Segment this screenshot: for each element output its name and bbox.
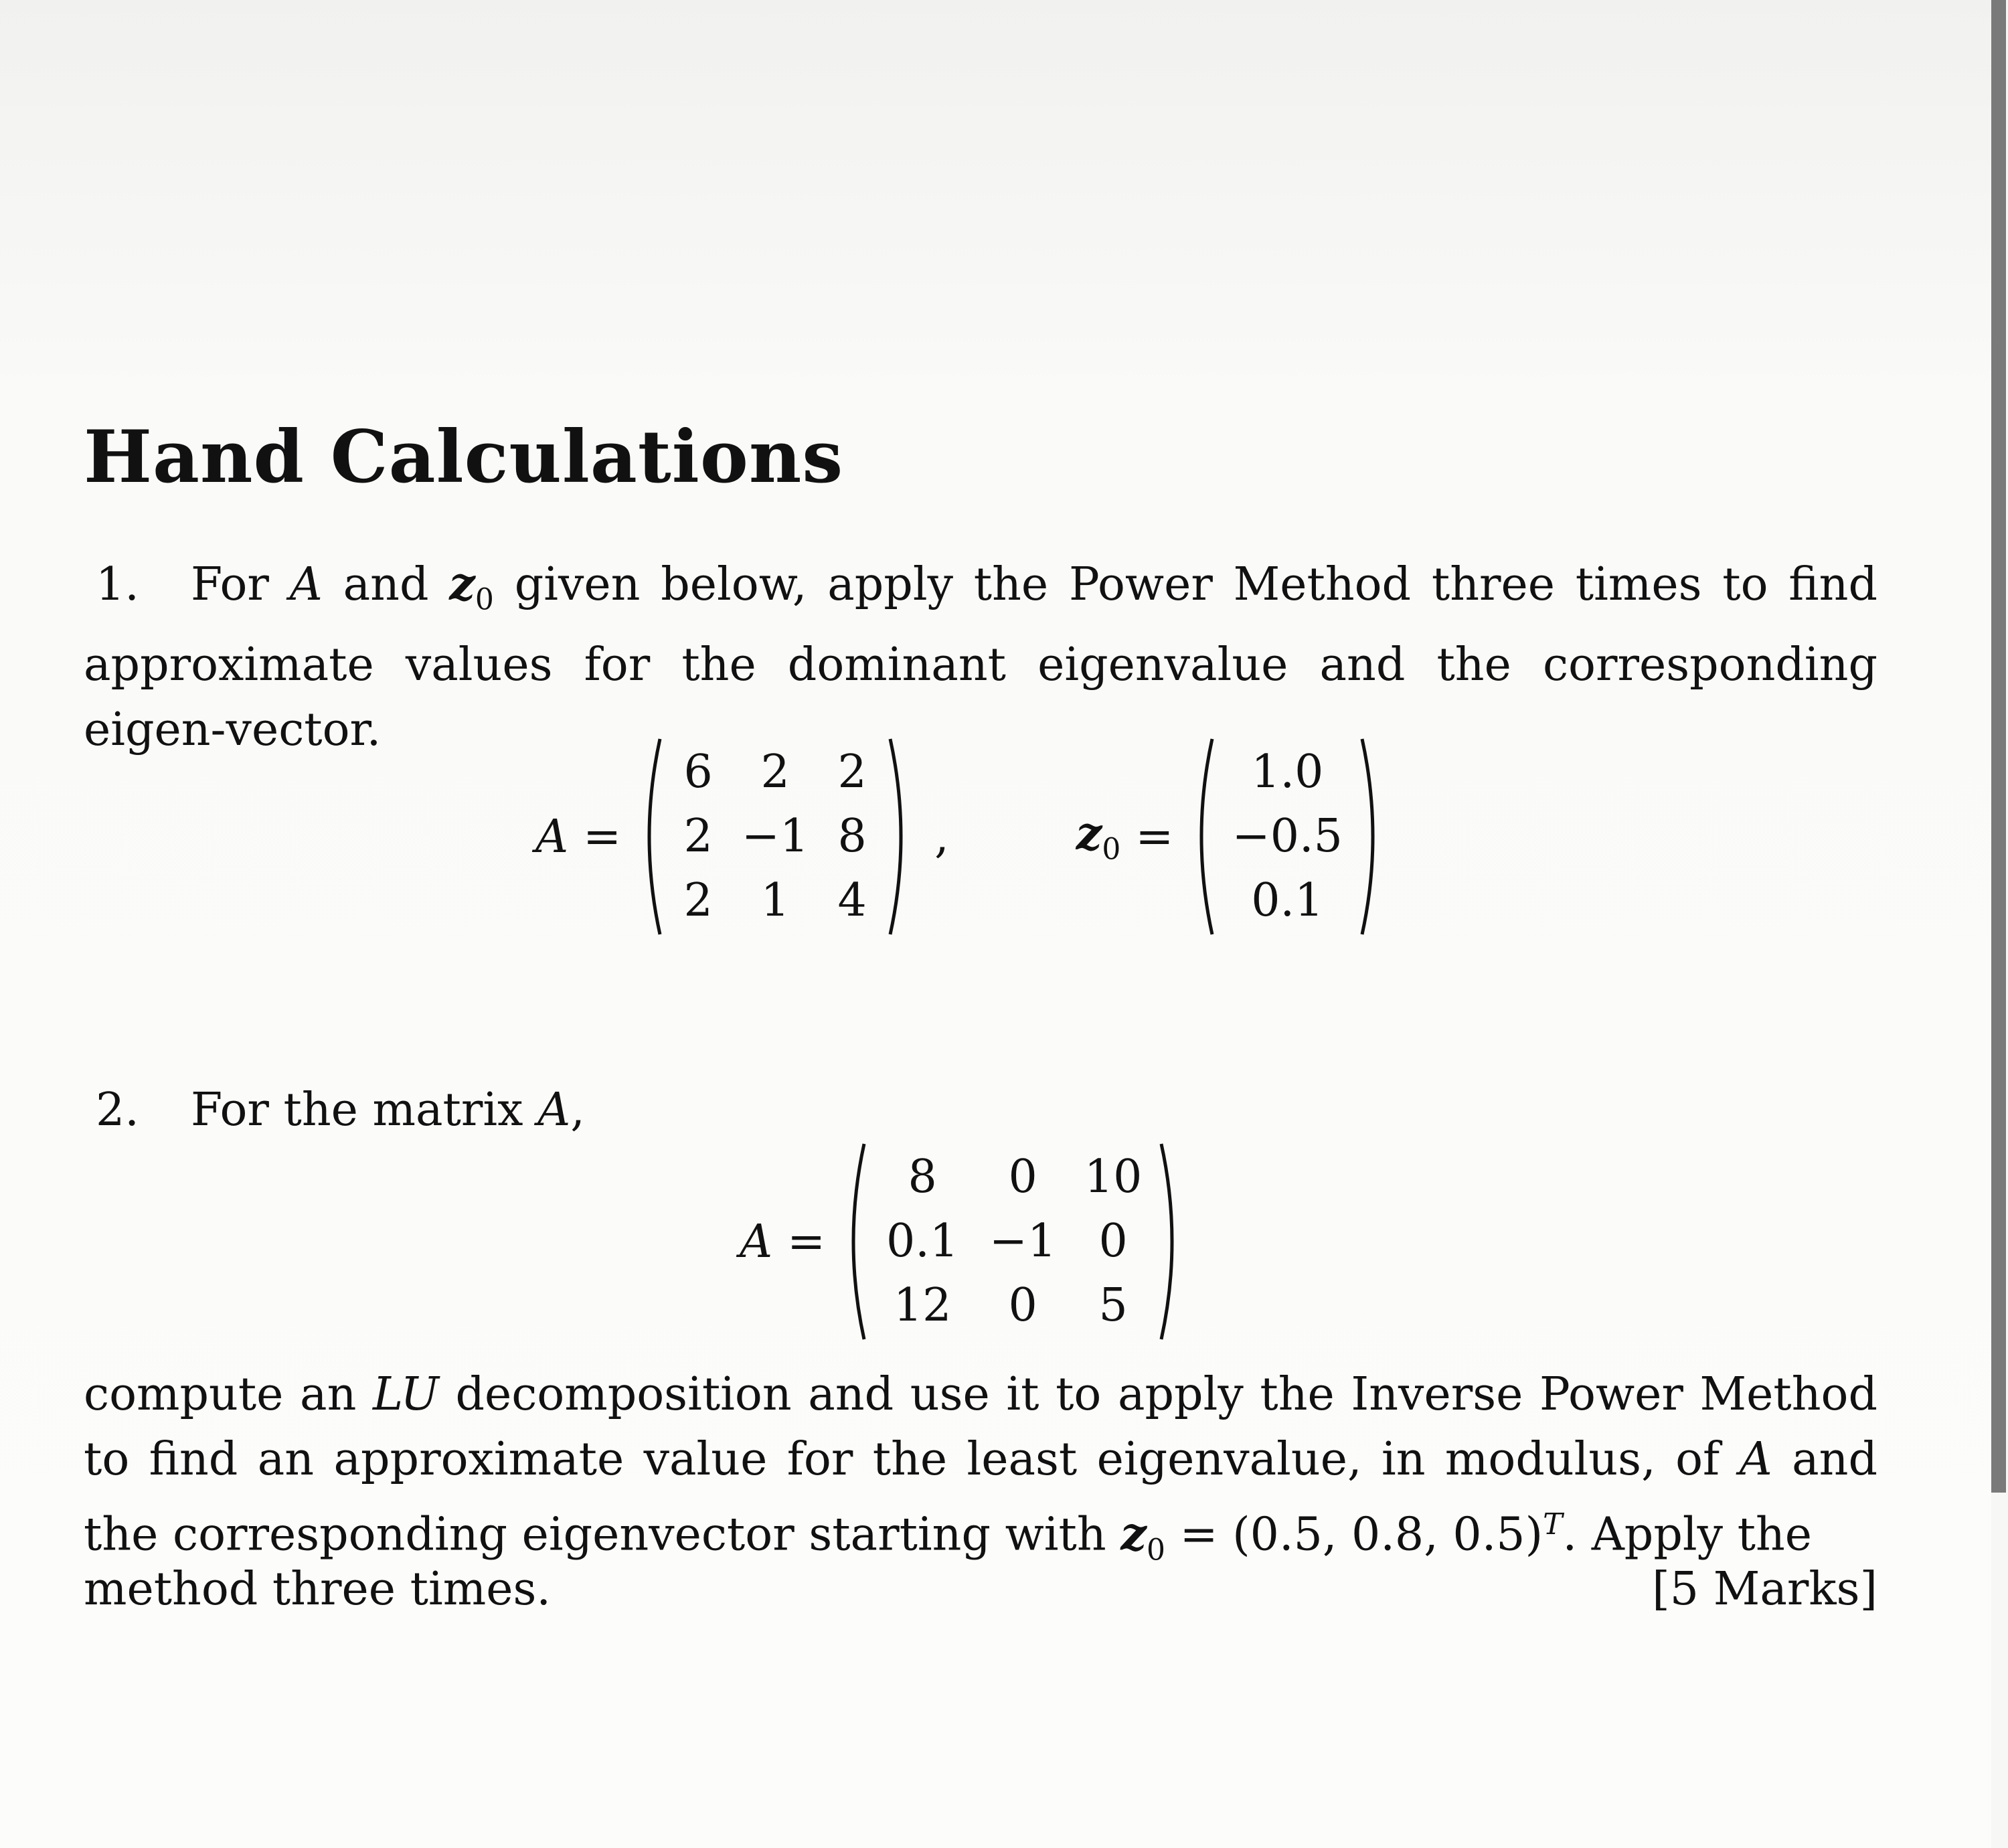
matrix-cell: 0 xyxy=(1008,1151,1037,1203)
matrix-cell: 8 xyxy=(837,810,867,863)
marks-label: [5 Marks] xyxy=(1652,1563,1877,1616)
matrix-A-q2 xyxy=(840,1141,1185,1342)
matrix-cell: 1 xyxy=(760,874,790,927)
matrix-cell: −1 xyxy=(989,1215,1057,1268)
right-paren xyxy=(888,736,914,937)
question-2-intro: 2. For the matrix A, xyxy=(84,1078,1877,1143)
page-title: Hand Calculations xyxy=(84,415,844,499)
matrix-cell: 4 xyxy=(837,874,867,927)
page-edge-shadow xyxy=(1991,0,2006,1493)
question-1-equation: A = 6 2 2 2 −1 8 2 1 4 , $z_0$ = 1.0 −0.5 0.1 xyxy=(535,736,1386,937)
question-2-last-line: method three times. [5 Marks] xyxy=(84,1557,1877,1622)
left-paren xyxy=(636,736,663,937)
right-paren xyxy=(1159,1141,1185,1342)
matrix-cell: 10 xyxy=(1084,1151,1143,1203)
question-2-number: 2. xyxy=(96,1084,139,1137)
matrix-cell: 6 xyxy=(683,746,713,799)
matrix-cell: 5 xyxy=(1098,1279,1128,1332)
matrix-cell: 2 xyxy=(683,874,713,927)
vector-cell: −0.5 xyxy=(1232,810,1343,863)
question-2-equation: A = 8 0 10 0.1 −1 0 12 0 5 xyxy=(740,1141,1185,1342)
question-1-text: 1. For A and $z_0$ given below, apply the Power Method three times to find approximate values for the dominant eigenvalue and the corresponding eigen-vector. xyxy=(84,552,1877,762)
matrix-A-q1-grid xyxy=(663,736,888,937)
matrix-cell: 2 xyxy=(760,746,790,799)
matrix-cell: 2 xyxy=(683,810,713,863)
matrix-A-q1 xyxy=(636,736,914,937)
matrix-cell: 0 xyxy=(1098,1215,1128,1268)
matrix-cell: 0.1 xyxy=(886,1215,959,1268)
matrix-cell: 2 xyxy=(837,746,867,799)
vector-z0-label: $z_0$ xyxy=(1076,807,1121,867)
matrix-cell: 0 xyxy=(1008,1279,1037,1332)
matrix-A-q2-grid xyxy=(867,1141,1159,1342)
matrix-cell: −1 xyxy=(741,810,809,863)
left-paren xyxy=(1188,736,1215,937)
matrix-A-label: A xyxy=(535,810,569,863)
vector-cell: 1.0 xyxy=(1251,746,1324,799)
vector-z0-grid xyxy=(1215,736,1359,937)
matrix-cell: 12 xyxy=(893,1279,952,1332)
question-1-number: 1. xyxy=(96,558,139,611)
vector-z0 xyxy=(1188,736,1386,937)
right-paren xyxy=(1359,736,1386,937)
left-paren xyxy=(840,1141,867,1342)
vector-cell: 0.1 xyxy=(1251,874,1324,927)
matrix-A-label: A xyxy=(740,1215,773,1268)
matrix-cell: 8 xyxy=(908,1151,937,1203)
question-2-body: compute an LU decomposition and use it to apply the Inverse Power Method to find an approximate value for the least eigenvalue, in modulus, of A and the corresponding eigenvector starting with $z_0 = (0.5$, 0.8, 0.5)$^T$. Apply the xyxy=(84,1368,1877,1568)
